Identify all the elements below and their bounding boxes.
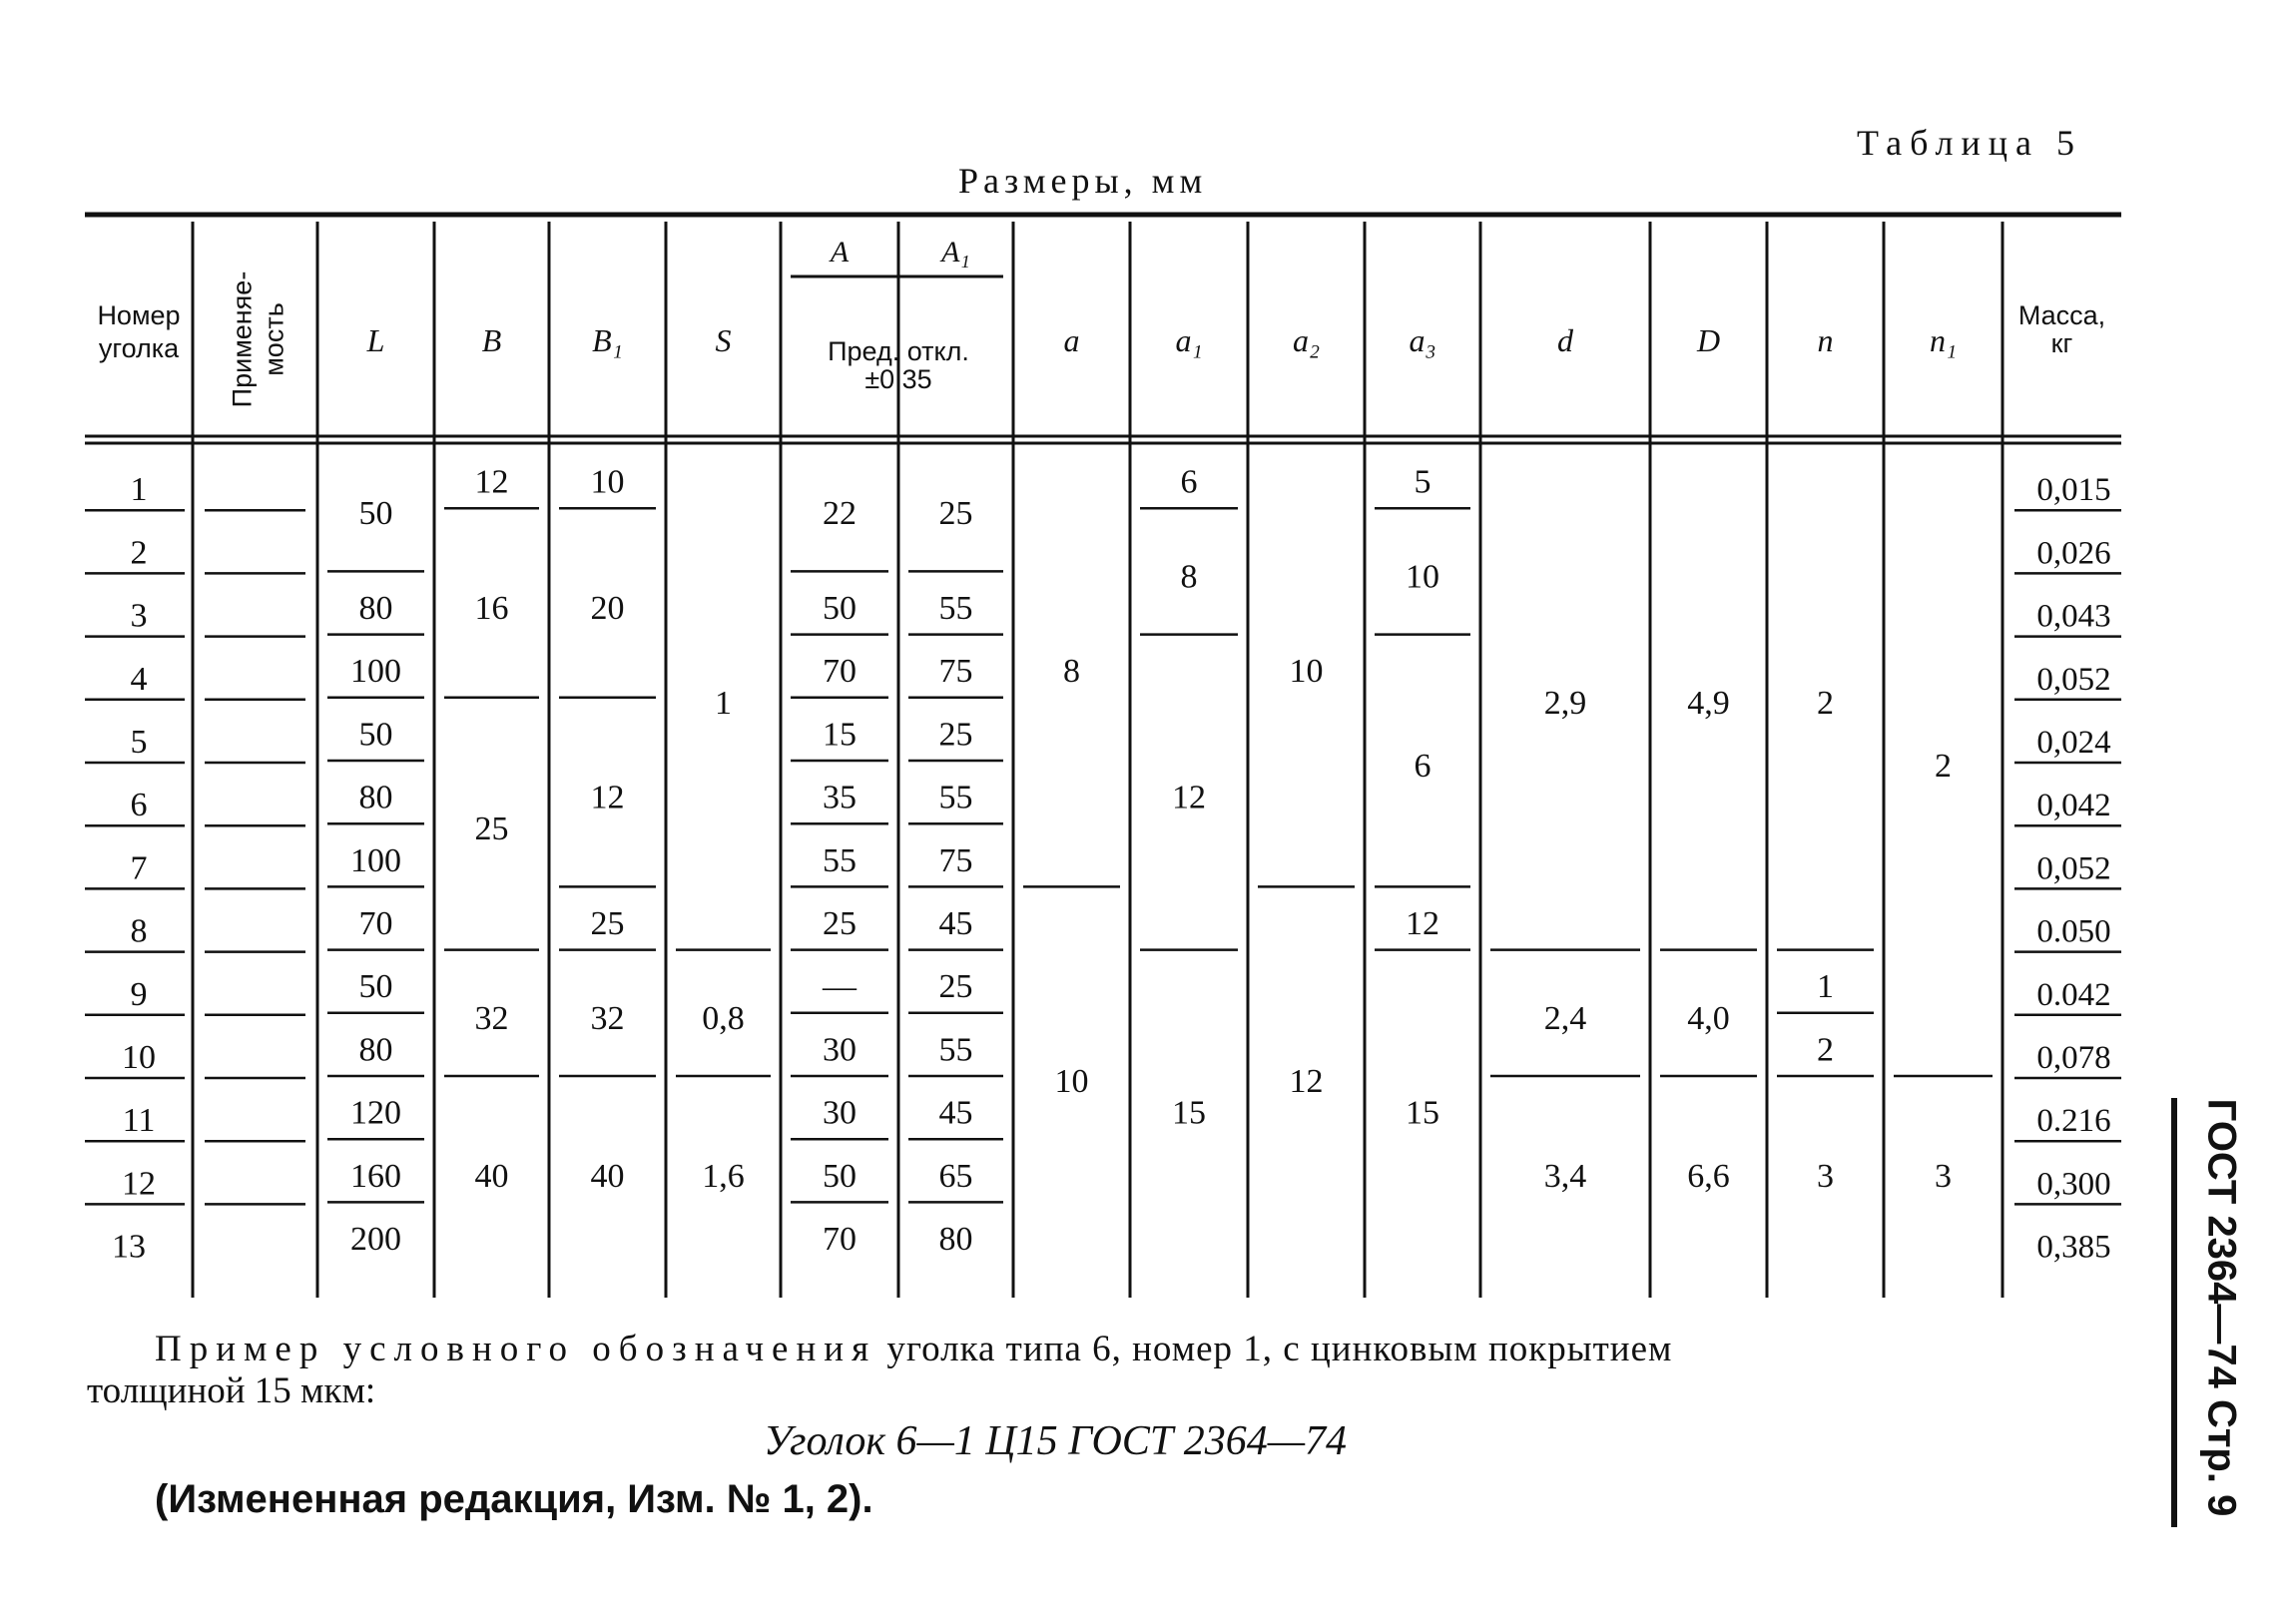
- mass-value: 0,052: [2036, 850, 2111, 887]
- row-number: 11: [122, 1102, 156, 1140]
- edition-note: (Измененная редакция, Изм. № 1, 2).: [155, 1477, 873, 1521]
- row-number: 1: [130, 471, 148, 509]
- units-label: Размеры, мм: [958, 161, 1208, 201]
- n-value: 3: [1817, 1157, 1834, 1195]
- s-value: 0,8: [702, 999, 745, 1037]
- row-number: 8: [130, 912, 148, 950]
- a-value: 30: [823, 1094, 857, 1132]
- l-value: 100: [350, 653, 401, 691]
- s-value: 1: [715, 684, 732, 722]
- a1-value: 25: [938, 968, 973, 1006]
- mass-value: 0.216: [2036, 1103, 2111, 1140]
- n-value: 1: [1817, 968, 1834, 1006]
- b-value: 32: [474, 999, 509, 1037]
- mass-value: 0,015: [2036, 472, 2111, 509]
- header-mass: Масса,: [2017, 300, 2106, 330]
- a1-value: 65: [938, 1157, 973, 1195]
- a3-value: 5: [1414, 463, 1431, 501]
- row-number: 5: [130, 724, 148, 761]
- a1-value: 25: [938, 495, 973, 533]
- a-value: 50: [823, 1157, 857, 1195]
- a-value: —: [823, 968, 857, 1006]
- a-value: 30: [823, 1031, 857, 1069]
- mass-value: 0,052: [2036, 661, 2111, 698]
- header-a-upper: A: [830, 236, 850, 269]
- header-b1: B₁: [592, 322, 623, 358]
- side-rule: [2171, 1098, 2177, 1527]
- l-value: 50: [358, 495, 393, 533]
- l-value: 200: [350, 1221, 401, 1258]
- a1-value: 55: [938, 590, 973, 627]
- n-value: 2: [1817, 1031, 1834, 1069]
- d-value: 4,9: [1687, 684, 1730, 722]
- a1-value: 55: [938, 779, 973, 816]
- example-designation: Уголок 6—1 Ц15 ГОСТ 2364—74: [764, 1418, 1348, 1464]
- mass-value: 0,043: [2036, 598, 2111, 635]
- a1-value: 12: [1172, 779, 1206, 816]
- l-value: 70: [358, 905, 393, 942]
- header-a2: a₂: [1292, 322, 1321, 358]
- row-number: 7: [130, 849, 148, 887]
- a-value: 50: [823, 590, 857, 627]
- example-spaced-words: Пример условного обозначения: [155, 1329, 877, 1369]
- l-value: 50: [358, 968, 393, 1006]
- b-value: 12: [474, 463, 509, 501]
- header-mass: кг: [2050, 328, 2073, 358]
- a-value: 22: [823, 495, 857, 533]
- header-s: S: [715, 322, 732, 358]
- example-text-line1: [155, 1328, 1672, 1370]
- a1-value: 6: [1180, 463, 1198, 501]
- header-tolerance: ±0,35: [864, 364, 932, 394]
- header-a: a: [1063, 322, 1080, 358]
- d-value: 3,4: [1543, 1157, 1587, 1195]
- d-value: 6,6: [1687, 1157, 1730, 1195]
- a1-value: 15: [1172, 1094, 1206, 1132]
- a1-value: 75: [938, 653, 973, 691]
- n1-value: 2: [1935, 748, 1952, 785]
- b1-value: 12: [590, 779, 625, 816]
- row-number: 2: [130, 534, 148, 572]
- mass-value: 0,078: [2036, 1040, 2111, 1076]
- d-value: 2,4: [1543, 999, 1587, 1037]
- b-value: 40: [474, 1157, 509, 1195]
- side-page-label: ГОСТ 2364—74 Стр. 9: [2199, 1098, 2244, 1517]
- a1-value: 55: [938, 1031, 973, 1069]
- header-d: d: [1557, 322, 1573, 358]
- s-value: 1,6: [702, 1157, 745, 1195]
- d-value: 4,0: [1687, 999, 1730, 1037]
- b1-value: 32: [590, 999, 625, 1037]
- header-applicability: Применяе-: [227, 271, 258, 408]
- header-a1-upper: A₁: [941, 236, 970, 269]
- a1-value: 8: [1180, 558, 1198, 596]
- header-number: Номер: [97, 300, 181, 330]
- b1-value: 10: [590, 463, 625, 501]
- a1-value: 75: [938, 841, 973, 879]
- a2-value: 12: [1289, 1063, 1324, 1100]
- a3-value: 6: [1414, 748, 1431, 785]
- header-a1: a₁: [1175, 322, 1203, 358]
- row-number: 12: [122, 1165, 156, 1203]
- row-number: 13: [112, 1228, 146, 1266]
- b1-value: 20: [590, 590, 625, 627]
- l-value: 50: [358, 716, 393, 754]
- b-value: 25: [474, 811, 509, 848]
- a-value: 10: [1054, 1063, 1089, 1100]
- header-a3: a₃: [1409, 322, 1436, 358]
- mass-value: 0,024: [2036, 725, 2111, 761]
- row-number: 4: [130, 660, 148, 698]
- a1-value: 25: [938, 716, 973, 754]
- mass-value: 0,026: [2036, 535, 2111, 572]
- l-value: 80: [358, 1031, 393, 1069]
- mass-value: 0,385: [2036, 1229, 2111, 1266]
- a1-value: 80: [938, 1221, 973, 1258]
- row-number: 9: [130, 975, 148, 1013]
- b-value: 16: [474, 590, 509, 627]
- header-d: D: [1696, 322, 1721, 358]
- a-value: 25: [823, 905, 857, 942]
- d-value: 2,9: [1543, 684, 1587, 722]
- header-n1: n₁: [1929, 322, 1958, 358]
- row-number: 10: [122, 1039, 156, 1076]
- mass-value: 0.042: [2036, 976, 2111, 1013]
- l-value: 120: [350, 1094, 401, 1132]
- a-value: 70: [823, 1221, 857, 1258]
- b1-value: 40: [590, 1157, 625, 1195]
- a3-value: 12: [1406, 905, 1439, 942]
- n1-value: 3: [1935, 1157, 1952, 1195]
- mass-value: 0,042: [2036, 788, 2111, 824]
- example-rest: уголка типа 6, номер 1, с цинковым покрытием: [876, 1329, 1673, 1369]
- a-value: 70: [823, 653, 857, 691]
- a-value: 55: [823, 841, 857, 879]
- header-tolerance: Пред. откл.: [828, 336, 969, 366]
- l-value: 80: [358, 779, 393, 816]
- a-value: 8: [1063, 653, 1080, 691]
- a1-value: 45: [938, 1094, 973, 1132]
- a3-value: 10: [1406, 558, 1439, 596]
- header-number: уголка: [98, 333, 180, 363]
- l-value: 80: [358, 590, 393, 627]
- a-value: 15: [823, 716, 857, 754]
- a1-value: 45: [938, 905, 973, 942]
- row-number: 6: [130, 787, 148, 824]
- a-value: 35: [823, 779, 857, 816]
- example-text-line2: толщиной 15 мкм:: [87, 1370, 376, 1411]
- a2-value: 10: [1289, 653, 1324, 691]
- a3-value: 15: [1406, 1094, 1439, 1132]
- header-applicability: мость: [259, 302, 289, 376]
- header-l: L: [366, 322, 385, 358]
- table-label: Таблица 5: [1857, 123, 2082, 163]
- header-n: n: [1817, 322, 1834, 358]
- mass-value: 0.050: [2036, 913, 2111, 950]
- mass-value: 0,300: [2036, 1166, 2111, 1203]
- header-b: B: [481, 322, 502, 358]
- b1-value: 25: [590, 905, 625, 942]
- l-value: 100: [350, 841, 401, 879]
- row-number: 3: [130, 597, 148, 635]
- n-value: 2: [1817, 684, 1834, 722]
- l-value: 160: [350, 1157, 401, 1195]
